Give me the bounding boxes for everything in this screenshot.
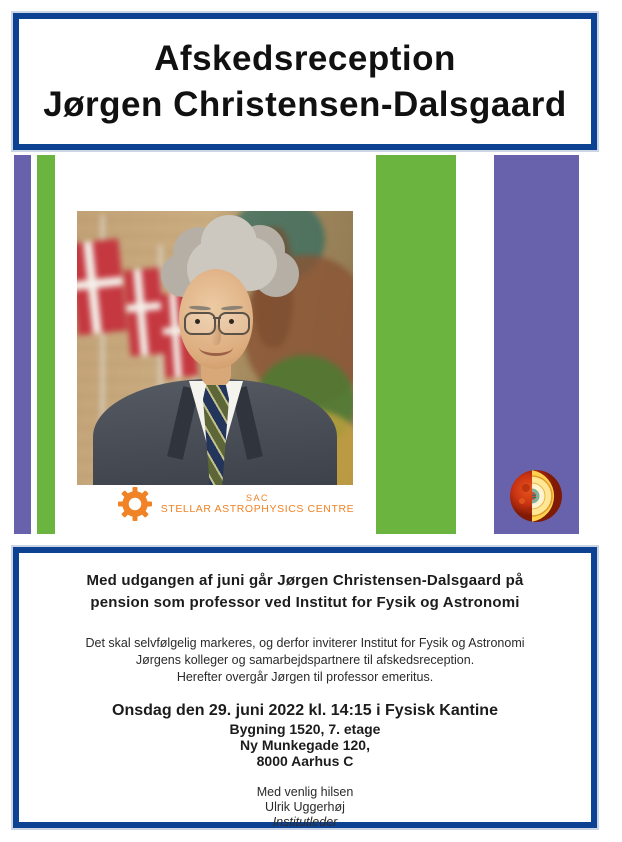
address-line3: 8000 Aarhus C [256, 753, 354, 769]
poster-title-line1: Afskedsreception [154, 38, 456, 78]
glasses-lens [218, 312, 250, 335]
closing-name: Ulrik Uggerhøj [265, 800, 345, 814]
closing-salutation: Med venlig hilsen [256, 785, 354, 799]
sac-gear-icon [118, 487, 152, 521]
invitation-paragraph [19, 635, 591, 686]
closing-block [19, 785, 591, 830]
address-line1: Bygning 1520, 7. etage [229, 721, 381, 737]
paragraph-line2: Jørgens kolleger og samarbejdspartnere til afskedsreception. [135, 653, 475, 667]
danish-flag [123, 268, 166, 357]
decorative-bar-green-right [376, 155, 456, 534]
sac-acronym: SAC [245, 492, 269, 503]
eye [195, 319, 200, 324]
address-line2: Ny Munkegade 120, [240, 737, 370, 753]
title-box [13, 13, 597, 150]
flag-cross [133, 269, 148, 355]
pension-heading [19, 570, 591, 614]
flag-cross [77, 276, 123, 290]
flag-cross [126, 301, 163, 312]
mouth-smile [199, 339, 233, 356]
eye [229, 319, 234, 324]
danish-flag [77, 239, 128, 336]
event-date-line: Onsdag den 29. juni 2022 kl. 14:15 i Fysisk Kantine [112, 702, 498, 719]
details-box [13, 547, 597, 828]
paragraph-line1: Det skal selvfølgelig markeres, og derfor inviterer Institut for Fysik og Astronomi [85, 636, 525, 650]
sac-logo [96, 487, 376, 521]
heading-line2: pension som professor ved Institut for Fysik og Astronomi [90, 594, 520, 611]
paragraph-line3: Herefter overgår Jørgen til professor emeritus. [176, 670, 434, 684]
heading-line1: Med udgangen af juni går Jørgen Christensen-Dalsgaard på [86, 572, 524, 589]
address-block [19, 721, 591, 769]
decorative-bar-purple-left [14, 155, 31, 534]
sun-cutaway-icon [508, 468, 564, 524]
sac-logo-text [161, 493, 355, 515]
closing-role: Institutleder [272, 815, 338, 829]
glasses-bridge [213, 317, 221, 319]
sac-name: STELLAR ASTROPHYSICS CENTRE [160, 503, 355, 516]
portrait-photo [77, 211, 353, 485]
decorative-bar-green-left [37, 155, 55, 534]
poster-title-line2: Jørgen Christensen-Dalsgaard [43, 84, 567, 124]
